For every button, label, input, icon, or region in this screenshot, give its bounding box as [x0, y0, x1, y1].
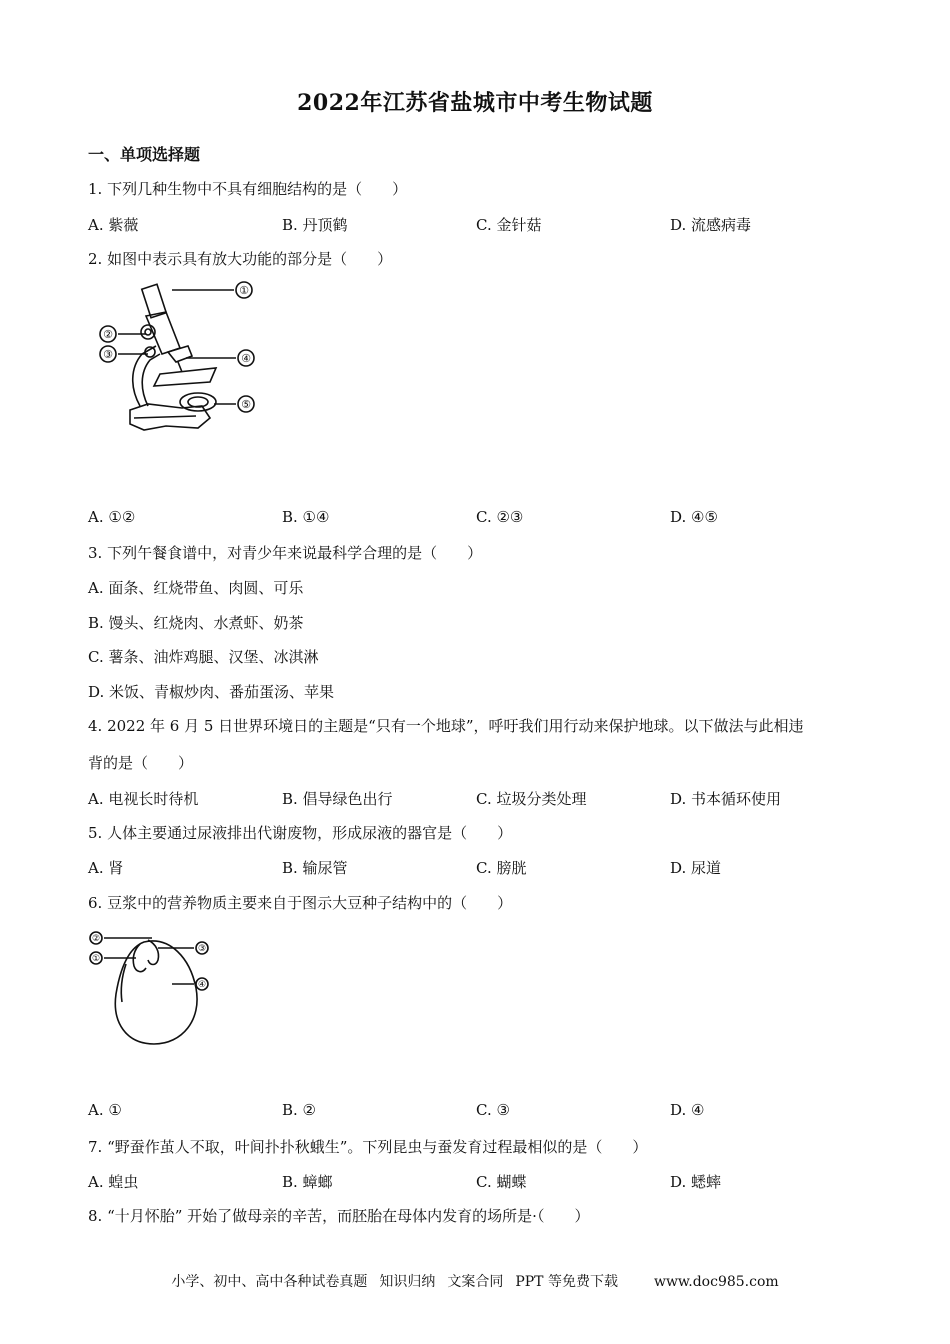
microscope-label-4: ④	[241, 352, 251, 365]
microscope-label-2: ②	[103, 328, 113, 341]
question-3-option-a: A. 面条、红烧带鱼、肉圆、可乐	[88, 579, 304, 597]
question-4-option-a: A. 电视长时待机	[88, 790, 199, 808]
seed-label-4: ④	[197, 980, 207, 990]
footer-text-1: 小学、初中、高中各种试卷真题	[171, 1274, 368, 1290]
microscope-label-1: ①	[239, 284, 249, 297]
question-6-option-b: B. ②	[282, 1101, 317, 1119]
question-7-option-a: A. 蝗虫	[88, 1173, 139, 1191]
question-1-stem: 1. 下列几种生物中不具有细胞结构的是（ ）	[88, 180, 408, 198]
footer-text-3: 文案合同	[447, 1274, 504, 1290]
page-footer	[0, 1271, 950, 1291]
question-5-option-a: A. 肾	[88, 859, 124, 877]
question-2-option-a: A. ①②	[88, 508, 136, 526]
seed-label-2: ②	[91, 934, 101, 944]
question-4-option-d: D. 书本循环使用	[670, 790, 782, 808]
question-4-option-c: C. 垃圾分类处理	[476, 790, 587, 808]
microscope-label-5: ⑤	[241, 398, 251, 411]
question-6-option-d: D. ④	[670, 1101, 705, 1119]
question-1-option-b: B. 丹顶鹤	[282, 216, 348, 234]
question-2-option-d: D. ④⑤	[670, 508, 718, 526]
question-7-stem: 7. “野蚕作茧人不取，叶间扑扑秋蛾生”。下列昆虫与蚕发育过程最相似的是（ ）	[88, 1138, 648, 1156]
question-4-option-b: B. 倡导绿色出行	[282, 790, 393, 808]
section-heading: 一、单项选择题	[88, 145, 201, 164]
seed-label-1: ①	[91, 954, 101, 964]
question-1-option-a: A. 紫薇	[88, 216, 139, 234]
question-6-stem: 6. 豆浆中的营养物质主要来自于图示大豆种子结构中的（ ）	[88, 894, 513, 912]
question-1-option-d: D. 流感病毒	[670, 216, 752, 234]
footer-text-2: 知识归纳	[379, 1274, 436, 1290]
question-5-stem: 5. 人体主要通过尿液排出代谢废物，形成尿液的器官是（ ）	[88, 824, 513, 842]
question-4-stem-line-1: 4. 2022 年 6 月 5 日世界环境日的主题是“只有一个地球”，呼吁我们用行动来保护地球。以下做法与此相违	[88, 717, 804, 735]
question-5-option-b: B. 输尿管	[282, 859, 348, 877]
question-3-option-c: C. 薯条、油炸鸡腿、汉堡、冰淇淋	[88, 648, 319, 666]
question-4-stem-line-2: 背的是（ ）	[88, 754, 194, 772]
microscope-figure	[86, 278, 266, 443]
question-5-option-d: D. 尿道	[670, 859, 722, 877]
question-2-stem: 2. 如图中表示具有放大功能的部分是（ ）	[88, 250, 393, 268]
seed-label-3: ③	[197, 944, 207, 954]
question-7-option-c: C. 蝴蝶	[476, 1173, 527, 1191]
question-3-option-b: B. 馒头、红烧肉、水煮虾、奶茶	[88, 614, 304, 632]
question-6-option-a: A. ①	[88, 1101, 122, 1119]
question-3-option-d: D. 米饭、青椒炒肉、番茄蛋汤、苹果	[88, 683, 335, 701]
microscope-label-3: ③	[103, 348, 113, 361]
question-2-option-c: C. ②③	[476, 508, 524, 526]
question-8-stem: 8. “十月怀胎” 开始了做母亲的辛苦，而胚胎在母体内发育的场所是·（ ）	[88, 1207, 590, 1225]
page-title: 2022年江苏省盐城市中考生物试题	[297, 90, 653, 116]
footer-text-4: PPT 等免费下载	[515, 1274, 618, 1290]
question-2-option-b: B. ①④	[282, 508, 330, 526]
footer-link[interactable]: www.doc985.com	[653, 1274, 779, 1290]
question-7-option-b: B. 蟑螂	[282, 1173, 333, 1191]
question-3-stem: 3. 下列午餐食谱中，对青少年来说最科学合理的是（ ）	[88, 544, 483, 562]
question-1-option-c: C. 金针菇	[476, 216, 542, 234]
question-6-option-c: C. ③	[476, 1101, 510, 1119]
question-5-option-c: C. 膀胱	[476, 859, 527, 877]
soybean-seed-figure	[86, 928, 216, 1050]
question-7-option-d: D. 蟋蟀	[670, 1173, 722, 1191]
